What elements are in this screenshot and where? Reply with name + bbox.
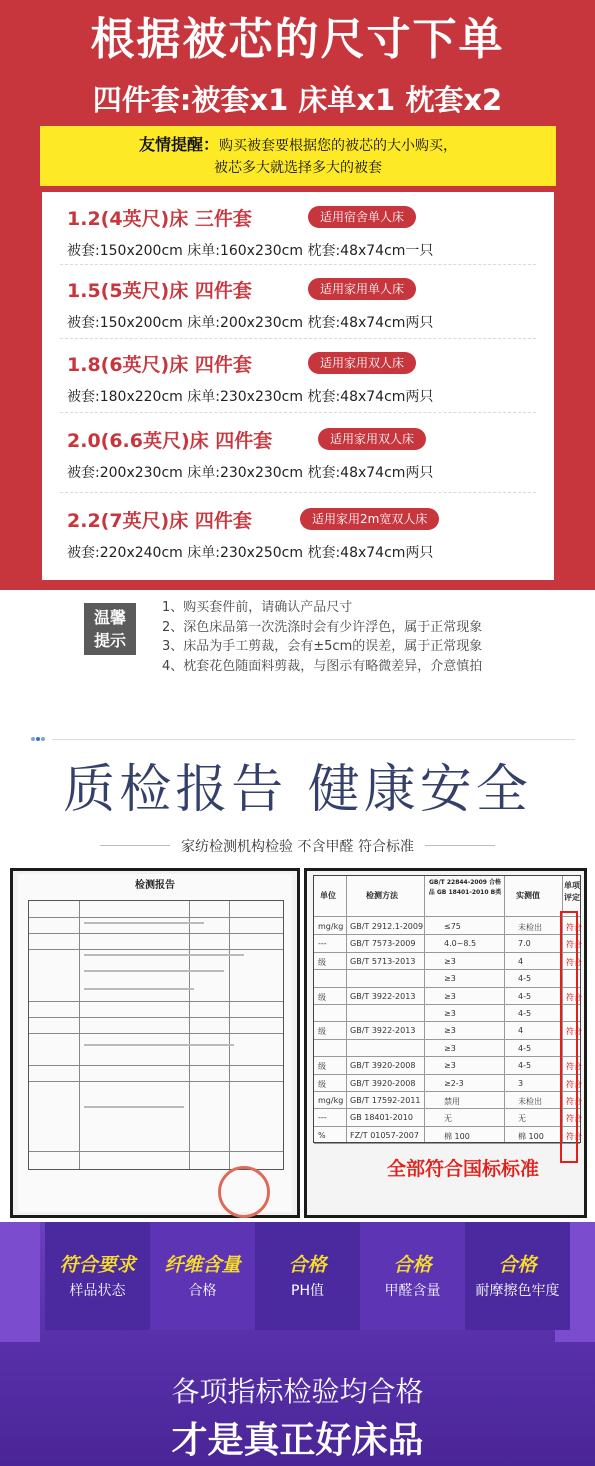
size-spec: 被套:150x200cm 床单:160x230cm 枕套:48x74cm一只 bbox=[67, 243, 434, 259]
table-cell: 棉 100 bbox=[444, 1131, 470, 1141]
official-stamp-icon bbox=[218, 1166, 270, 1218]
table-cell: ≥3 bbox=[444, 991, 456, 1001]
table-cell: --- bbox=[318, 939, 327, 949]
table-cell: ≤75 bbox=[444, 922, 461, 931]
table-cell: 4-5 bbox=[518, 1061, 532, 1071]
table-cell: 棉 100 bbox=[518, 1131, 544, 1141]
table-cell: 符合 bbox=[566, 1097, 582, 1106]
table-cell: ≥3 bbox=[444, 956, 456, 966]
report-title: 检测报告 bbox=[135, 880, 175, 891]
table-cell: 级 bbox=[318, 1079, 326, 1089]
size-tag: 适用家用双人床 bbox=[308, 352, 416, 374]
friendly-reminder bbox=[40, 126, 556, 186]
table-cell: 符合 bbox=[566, 1062, 582, 1072]
size-title: 1.8(6英尺)床 四件套 bbox=[67, 354, 252, 376]
table-header: 单位 bbox=[320, 891, 336, 900]
table-cell: GB/T 2912.1-2009 bbox=[350, 922, 424, 931]
size-title: 2.0(6.6英尺)床 四件套 bbox=[67, 430, 273, 452]
table-cell: --- bbox=[318, 1113, 327, 1123]
divider bbox=[60, 492, 536, 493]
result-badge: 符合要求 样品状态 bbox=[59, 1254, 136, 1299]
table-cell: 4-5 bbox=[518, 974, 532, 984]
size-guide-section bbox=[0, 0, 595, 590]
reminder-label: 友情提醒： bbox=[138, 135, 219, 154]
result-badge: 合格 耐摩擦色牢度 bbox=[475, 1254, 560, 1299]
table-cell: 级 bbox=[318, 1062, 326, 1072]
table-cell: 符合 bbox=[566, 940, 582, 950]
table-header: GB/T 22844-2009 合格品 GB 18401-2010 B类 bbox=[428, 879, 502, 896]
closing-line1: 各项指标检验均合格 bbox=[171, 1375, 424, 1408]
set-contents: 四件套:被套x1 床单x1 枕套x2 bbox=[92, 83, 503, 117]
section-divider bbox=[52, 739, 575, 740]
tip-item: 3、床品为手工剪裁，会有±5cm的误差，属于正常现象 bbox=[162, 639, 483, 654]
table-cell: 4 bbox=[518, 956, 524, 966]
table-cell: 3 bbox=[518, 1078, 524, 1088]
table-cell: GB/T 3920-2008 bbox=[350, 1061, 416, 1071]
divider bbox=[60, 264, 536, 265]
results-banner bbox=[0, 1222, 595, 1466]
table-cell: 级 bbox=[318, 957, 326, 967]
size-spec: 被套:220x240cm 床单:230x250cm 枕套:48x74cm两只 bbox=[67, 545, 434, 561]
table-cell: 未检出 bbox=[518, 923, 542, 932]
table-cell: 符合 bbox=[566, 992, 582, 1002]
table-cell: ≥3 bbox=[444, 1026, 456, 1036]
tips-badge: 温馨 提示 bbox=[84, 603, 136, 655]
table-cell: ≥3 bbox=[444, 1061, 456, 1071]
divider bbox=[60, 338, 536, 339]
table-cell: 级 bbox=[318, 992, 326, 1002]
table-cell: 禁用 bbox=[444, 1097, 460, 1106]
table-header: 检测方法 bbox=[366, 891, 398, 900]
result-badges bbox=[45, 1222, 570, 1330]
dots-icon bbox=[30, 735, 46, 743]
size-tag: 适用家用2m宽双人床 bbox=[300, 508, 439, 530]
table-cell: 无 bbox=[444, 1114, 452, 1124]
table-cell: 符合 bbox=[566, 957, 582, 967]
size-title: 1.2(4英尺)床 三件套 bbox=[67, 208, 252, 230]
table-cell: GB/T 3920-2008 bbox=[350, 1078, 416, 1088]
size-title: 2.2(7英尺)床 四件套 bbox=[67, 510, 252, 532]
table-cell: mg/kg bbox=[318, 1096, 344, 1105]
table-cell: 7.0 bbox=[518, 939, 531, 949]
size-spec: 被套:150x200cm 床单:200x230cm 枕套:48x74cm两只 bbox=[67, 315, 434, 331]
table-cell: 符合 bbox=[566, 1114, 582, 1124]
table-cell: ≥2-3 bbox=[444, 1078, 464, 1088]
result-badge: 合格 甲醛含量 bbox=[360, 1222, 465, 1330]
size-spec: 被套:200x230cm 床单:230x230cm 枕套:48x74cm两只 bbox=[67, 465, 434, 481]
table-cell: ≥3 bbox=[444, 1009, 456, 1018]
quality-title: 质检报告 健康安全 bbox=[63, 760, 532, 820]
test-results-table bbox=[304, 868, 587, 1218]
tip-item: 4、枕套花色随面料剪裁，与图示有略微差异，介意慎拍 bbox=[162, 658, 483, 674]
table-cell: 4-5 bbox=[518, 991, 532, 1001]
size-title: 1.5(5英尺)床 四件套 bbox=[67, 280, 252, 302]
size-tag: 适用家用单人床 bbox=[308, 278, 416, 300]
table-cell: 级 bbox=[318, 1027, 326, 1037]
quality-subtitle: 家纺检测机构检验 不含甲醛 符合标准 bbox=[181, 839, 414, 855]
table-cell: 4 bbox=[518, 1026, 524, 1036]
report-page bbox=[18, 874, 292, 1212]
table-cell: FZ/T 01057-2007 bbox=[350, 1130, 419, 1140]
tip-item: 2、深色床品第一次洗涤时会有少许浮色，属于正常现象 bbox=[162, 619, 483, 635]
table-cell: GB/T 7573-2009 bbox=[350, 939, 416, 949]
reminder-line2: 被芯多大就选择多大的被套 bbox=[214, 160, 382, 176]
results-grid bbox=[313, 875, 581, 1143]
table-cell: 4-5 bbox=[518, 1009, 532, 1018]
size-spec: 被套:180x220cm 床单:230x230cm 枕套:48x74cm两只 bbox=[67, 389, 434, 405]
table-cell: % bbox=[318, 1130, 326, 1140]
table-cell: ≥3 bbox=[444, 974, 456, 984]
tip-item: 1、购买套件前，请确认产品尺寸 bbox=[162, 600, 353, 615]
table-cell: mg/kg bbox=[318, 922, 344, 931]
ribbon bbox=[0, 1222, 40, 1342]
table-cell: GB/T 5713-2013 bbox=[350, 956, 416, 966]
test-report-document bbox=[10, 868, 300, 1218]
divider bbox=[60, 412, 536, 413]
table-cell: 4-5 bbox=[518, 1043, 532, 1053]
closing-line2: 才是真正好床品 bbox=[171, 1420, 424, 1461]
table-header: 实测值 bbox=[516, 891, 540, 900]
table-cell: GB/T 3922-2013 bbox=[350, 1026, 416, 1036]
table-cell: ≥3 bbox=[444, 1043, 456, 1053]
size-tag: 适用宿舍单人床 bbox=[308, 206, 416, 228]
result-badge: 合格 PH值 bbox=[288, 1254, 327, 1299]
reminder-line1: 购买被套要根据您的被芯的大小购买， bbox=[219, 138, 457, 154]
table-cell: 符合 bbox=[566, 923, 582, 932]
report-grid bbox=[28, 900, 284, 1170]
table-header: 单项评定 bbox=[564, 881, 580, 902]
compliance-highlight bbox=[560, 911, 578, 1163]
table-cell: GB/T 17592-2011 bbox=[350, 1096, 421, 1105]
table-cell: 符合 bbox=[566, 1079, 582, 1089]
headline: 根据被芯的尺寸下单 bbox=[90, 14, 505, 65]
tips-list bbox=[162, 598, 482, 676]
table-cell: 符合 bbox=[566, 1131, 582, 1141]
compliance-note: 全部符合国标标准 bbox=[387, 1158, 540, 1180]
table-cell: GB 18401-2010 bbox=[350, 1113, 413, 1123]
table-cell: 无 bbox=[518, 1114, 526, 1124]
size-tag: 适用家用双人床 bbox=[318, 428, 426, 450]
size-card bbox=[42, 192, 554, 580]
table-cell: 4.0~8.5 bbox=[444, 939, 477, 949]
result-badge: 纤维含量 合格 bbox=[150, 1222, 255, 1330]
table-cell: 符合 bbox=[566, 1027, 582, 1037]
table-cell: 未检出 bbox=[518, 1097, 542, 1106]
table-cell: GB/T 3922-2013 bbox=[350, 991, 416, 1001]
